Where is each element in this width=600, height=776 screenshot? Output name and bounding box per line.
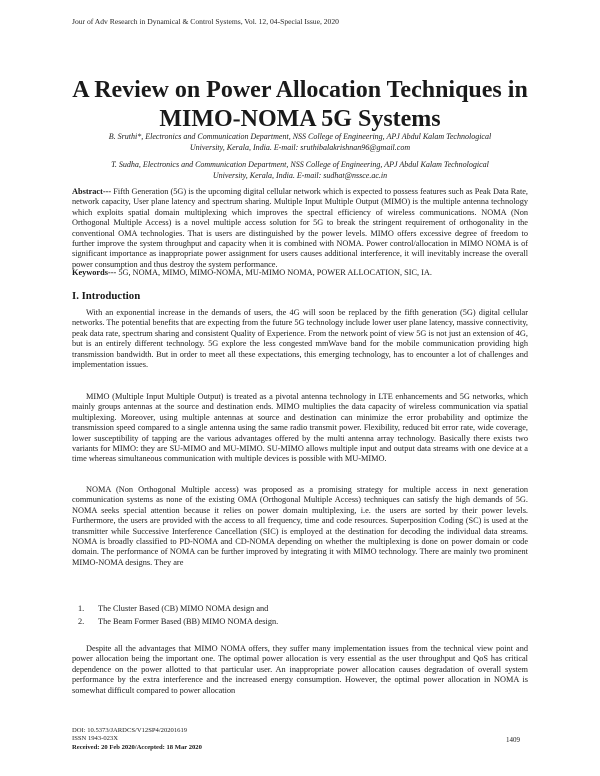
paragraph-4: Despite all the advantages that MIMO NOMA offers, they suffer many implementation issues from the technical view point and power allocation being the important one. The optimal power allocation is very essential as the user throughput and QoS has critical dependence on the power allotted to that particular user. An inappropriate power allocation causes degradation of overall system performance by the extra interference and the increased energy consumption. However, the optimal power allocation in NOMA is somewhat difficult compared to power allocation (72, 644, 528, 695)
paragraph-2: MIMO (Multiple Input Multiple Output) is treated as a pivotal antenna technology in LTE enhancements and 5G networks, which mainly groups antennas at the source and destination ends. MIMO multiplies the data capacity of wireless communication via spatial multiplexing. Moreover, using multiple antennas at source and destination can minimize the error probability and optimize the transmission speed compared to a single antenna using the same radio transmit power. Flexibility, reduced bit error rate, wide coverage, lower susceptibility of tapping are the various advantages offered by the multi antenna array technology. Basically there exists two variants for MIMO: they are SU-MIMO and MU-MIMO. SU-MIMO allows multiple input and output data streams with one device at a time whereas simultaneous communication with multiple devices is possible with MU-MIMO. (72, 392, 528, 464)
page-number: 1409 (506, 736, 520, 744)
abstract-label: Abstract--- (72, 187, 112, 196)
footer-doi: DOI: 10.5373/JARDCS/V12SP4/20201619 (72, 727, 188, 734)
abstract-text: Fifth Generation (5G) is the upcoming digital cellular network which is expected to possess features such as Peak Data Rate, network capacity, User plane latency and spectrum sharing. Multiple Input Multiple Output (MIMO) is the multiple antenna technology which exploits spatial domain multiplexing which improves the spectral efficiency of wireless communications. NOMA (Non Orthogonal Multiple Access) is a novel multiple access solution for 5G to break the stringent requirement of orthogonality in the conventional OMA technologies. That is users are distinguished by the power levels. MIMO offers excessive degree of freedom to further improve the system throughput and capacity when it is combined with NOMA. Power control/allocation in MIMO NOMA is of significant importance as inappropriate power assignment for users causes additional interference, it will inevitably increase the overall power consumption and thus destroy the system performance. (72, 187, 528, 269)
paper-title (40, 76, 560, 134)
author-2-line-2: University, Kerala, India. E-mail: sudhat@nssce.ac.in (212, 170, 388, 180)
keywords-text: 5G, NOMA, MIMO, MIMO-NOMA, MU-MIMO NOMA, POWER ALLOCATION, SIC, IA. (116, 268, 432, 277)
author-affiliation-1 (80, 132, 520, 153)
footer (72, 727, 202, 752)
list-item-text: The Beam Former Based (BB) MIMO NOMA design. (98, 617, 279, 626)
section-heading-introduction: I. Introduction (72, 290, 141, 302)
author-1-line-2: University, Kerala, India. E-mail: sruthibalakrishnan96@gmail.com (189, 142, 411, 152)
list-item (72, 617, 528, 630)
list-item-number: 1. (78, 604, 85, 613)
footer-received: Received: 20 Feb 2020/Accepted: 18 Mar 2020 (72, 743, 202, 751)
author-2-line-1: T. Sudha, Electronics and Communication Department, NSS College of Engineering, APJ Abdul Kalam Technological (111, 160, 489, 169)
keywords-label: Keywords--- (72, 268, 117, 277)
keywords (72, 268, 528, 278)
list-item-number: 2. (78, 617, 85, 626)
paragraph-3: NOMA (Non Orthogonal Multiple access) was proposed as a promising strategy for multiple access in next generation communication systems as none of the existing OMA (Orthogonal Multiple Access) techniques can satisfy the high demands of 5G. NOMA seeks special attention because it relies on power domain multiplexing, i.e. the users are sorted by their power levels. Furthermore, the users are provided with the access to all frequency, time and code resources. Superposition Coding (SC) is used at the transmitter while Successive Interference Cancellation (SIC) is employed at the destination for decoding the individual data streams. NOMA is broadly classified to PD-NOMA and CD-NOMA depending on whether the multiplexing is done on power domain or code domain. The performance of NOMA can be further improved by integrating it with MIMO technology. There are mainly two prominent MIMO-NOMA designs. They are (72, 485, 528, 567)
title-line-1: A Review on Power Allocation Techniques in (72, 77, 528, 103)
list-item (72, 604, 528, 617)
author-affiliation-2 (80, 160, 520, 181)
author-1-line-1: B. Sruthi*, Electronics and Communication Department, NSS College of Engineering, APJ Abdul Kalam Technological (108, 132, 492, 141)
paragraph-1: With an exponential increase in the demands of users, the 4G will soon be replaced by the fifth generation (5G) digital cellular networks. The potential benefits that are expecting from the future 5G technology include lower user plane latency, massive connectivity, peak data rate, spectrum sharing and consistent Quality of Experience. From the network point of view 5G is not just an extension of 4G, but is an entirely different technology. 5G explore the less congested mmWave band for the mobile communication providing high transmission bandwidth. But in order to meet all these expectations, this emerging technology, has to encounter a lot of challenges and implementation issues. (72, 308, 528, 370)
title-line-2: MIMO-NOMA 5G Systems (159, 106, 441, 132)
running-head: Jour of Adv Research in Dynamical & Control Systems, Vol. 12, 04-Special Issue, 2020 (72, 17, 339, 26)
list-item-text: The Cluster Based (CB) MIMO NOMA design and (98, 604, 269, 613)
footer-issn: ISSN 1943-023X (72, 735, 118, 743)
abstract (72, 187, 528, 270)
design-list (72, 604, 528, 630)
